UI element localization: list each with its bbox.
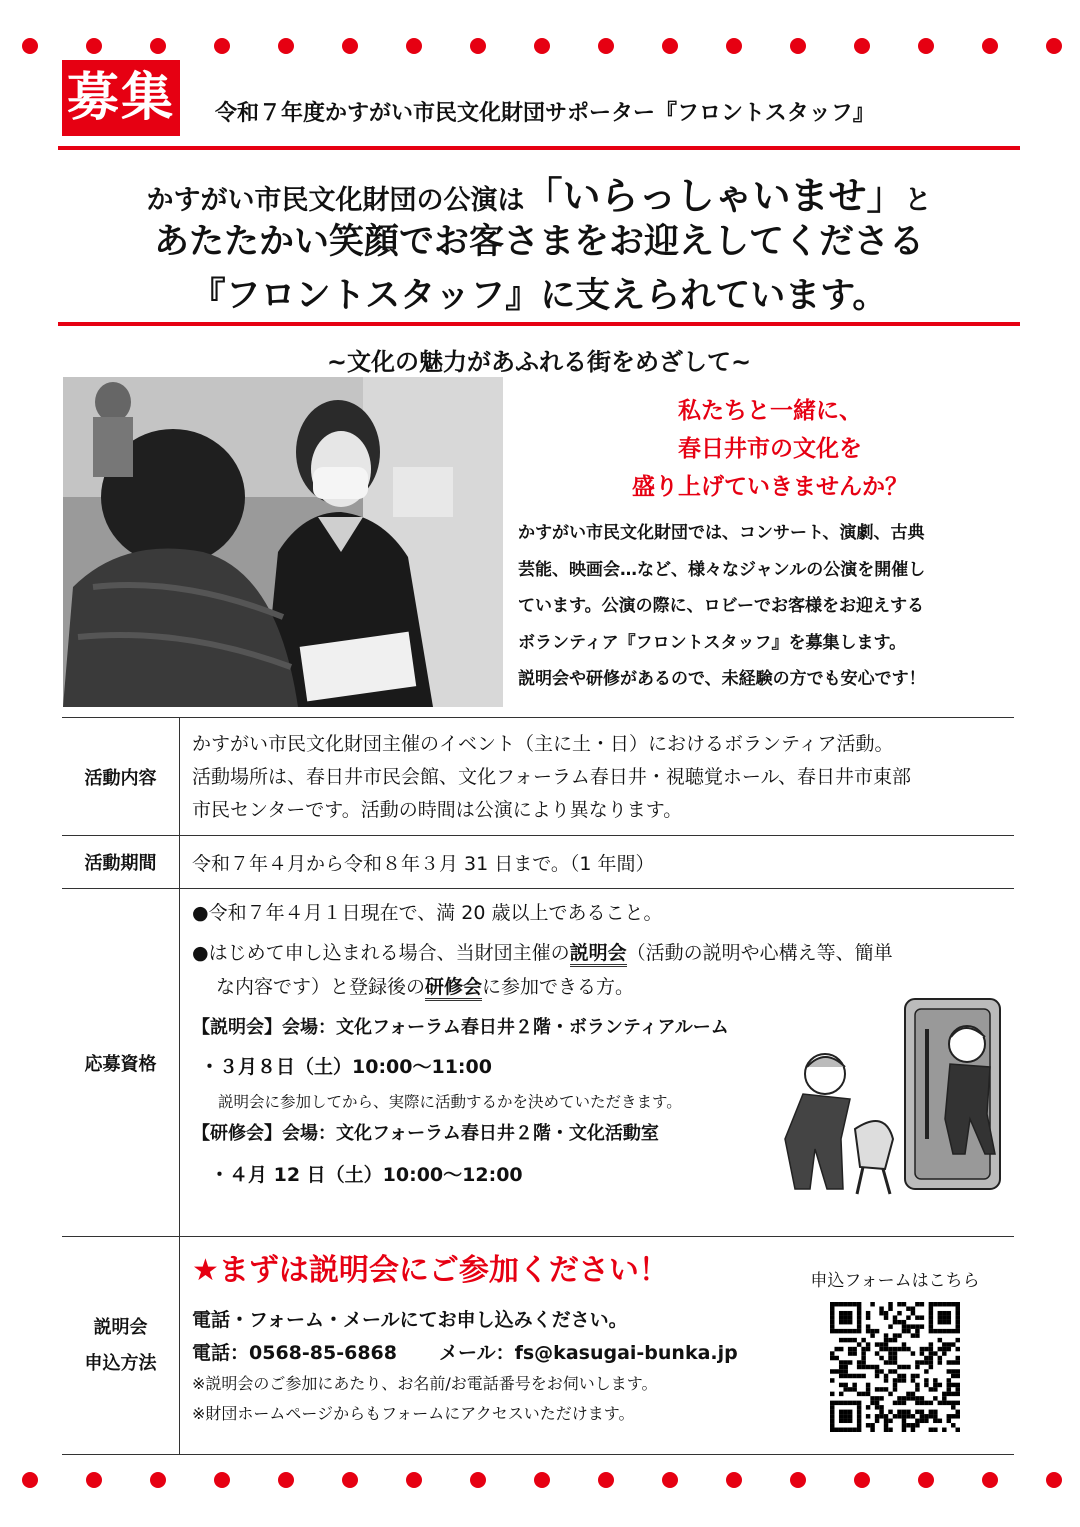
- border-dot: [150, 1472, 166, 1488]
- border-dot: [982, 38, 998, 54]
- apply-method: 電話・フォーム・メールにてお申し込みください。: [192, 1309, 628, 1331]
- intro-line: 説明会や研修があるので、未経験の方でも安心です！: [518, 669, 926, 689]
- border-dot: [86, 38, 102, 54]
- border-dot: [22, 1472, 38, 1488]
- border-dot: [854, 38, 870, 54]
- headline-line1: [58, 165, 1020, 220]
- apply-label-line: 説明会: [93, 1316, 148, 1338]
- divider-headline: [58, 322, 1020, 326]
- headline-line3: 『フロントスタッフ』に支えられています。: [190, 276, 888, 316]
- border-dot: [22, 38, 38, 54]
- invitation-line: 私たちと一緒に、: [678, 398, 862, 424]
- phone-number[interactable]: 電話：0568-85-6868: [192, 1342, 397, 1364]
- briefing-venue: 【説明会】会場：文化フォーラム春日井２階・ボランティアルーム: [192, 1017, 729, 1038]
- intro-text: [518, 515, 1008, 698]
- intro-line: 芸能、映画会…など、様々なジャンルの公演を開催し: [518, 559, 926, 580]
- qualification-value: [180, 889, 1015, 1237]
- staff-illustration: [765, 989, 1015, 1214]
- intro-line: ボランティア『フロントスタッフ』を募集します。: [518, 632, 907, 653]
- border-dot: [1046, 1472, 1062, 1488]
- headline-line1-b: 「いらっしゃいませ」: [524, 174, 905, 218]
- bottom-dot-border: [0, 1470, 1080, 1490]
- qualification-text: に参加できる方。: [482, 976, 635, 998]
- table-row-activity: [62, 718, 1014, 836]
- table-row-qualification: [62, 889, 1014, 1237]
- apply-headline: ★まずは説明会にご参加ください！: [192, 1253, 669, 1288]
- qr-section: [800, 1268, 990, 1436]
- briefing-emphasis: 説明会: [570, 942, 627, 967]
- border-dot: [406, 38, 422, 54]
- training-emphasis: 研修会: [425, 976, 482, 1001]
- apply-label: [62, 1237, 180, 1455]
- border-dot: [598, 38, 614, 54]
- border-dot: [598, 1472, 614, 1488]
- qualification-text: （活動の説明や心構え等、簡単: [626, 942, 893, 964]
- divider-top: [58, 146, 1020, 150]
- border-dot: [214, 38, 230, 54]
- email-address[interactable]: メール：fs@kasugai-bunka.jp: [438, 1342, 738, 1364]
- invitation-copy: [560, 392, 980, 506]
- border-dot: [662, 38, 678, 54]
- activity-line: 活動場所は、春日井市民会館、文化フォーラム春日井・視聴覚ホール、春日井市東部: [192, 766, 911, 788]
- tagline: ~文化の魅力があふれる街をめざして~: [326, 348, 752, 376]
- border-dot: [534, 1472, 550, 1488]
- border-dot: [790, 1472, 806, 1488]
- intro-line: ています。公演の際に、ロビーでお客様をお迎えする: [518, 596, 924, 616]
- apply-note: ※説明会のご参加にあたり、お名前/お電話番号をお伺いします。: [192, 1374, 658, 1393]
- border-dot: [278, 1472, 294, 1488]
- border-dot: [534, 38, 550, 54]
- border-dot: [918, 1472, 934, 1488]
- border-dot: [278, 38, 294, 54]
- border-dot: [1046, 38, 1062, 54]
- border-dot: [214, 1472, 230, 1488]
- border-dot: [86, 1472, 102, 1488]
- border-dot: [470, 38, 486, 54]
- recruitment-badge: 募集: [62, 60, 180, 136]
- briefing-note: 説明会に参加してから、実際に活動するかを決めていただきます。: [218, 1093, 682, 1111]
- top-dot-border: [0, 36, 1080, 56]
- invitation-line: 盛り上げていきませんか？: [632, 474, 908, 500]
- training-date: ・４月 12 日（土）10:00～12:00: [210, 1164, 523, 1186]
- activity-line: 市民センターです。活動の時間は公演により異なります。: [192, 799, 683, 821]
- headline-line1-c: と: [904, 185, 932, 216]
- border-dot: [150, 38, 166, 54]
- application-form-qr-code[interactable]: [830, 1302, 960, 1432]
- briefing-date: ・３月８日（土）10:00～11:00: [200, 1056, 492, 1078]
- qualification-text: ●はじめて申し込まれる場合、当財団主催の: [192, 942, 570, 964]
- border-dot: [982, 1472, 998, 1488]
- qr-label: 申込フォームはこちら: [810, 1271, 980, 1291]
- qualification-item-age: ●令和７年４月１日現在で、満 20 歳以上であること。: [192, 902, 663, 924]
- table-row-period: [62, 836, 1014, 889]
- staff-greeting-photo: [63, 377, 503, 707]
- border-dot: [790, 38, 806, 54]
- border-dot: [854, 1472, 870, 1488]
- border-dot: [406, 1472, 422, 1488]
- border-dot: [918, 38, 934, 54]
- period-value: 令和７年４月から令和８年３月 31 日まで。（1 年間）: [180, 836, 1015, 889]
- training-venue: 【研修会】会場：文化フォーラム春日井２階・文化活動室: [192, 1123, 659, 1144]
- invitation-line: 春日井市の文化を: [678, 436, 862, 462]
- intro-line: かすがい市民文化財団では、コンサート、演劇、古典: [518, 523, 925, 543]
- headline-line2: あたたかい笑顔でお客さまをお迎えしてくださる: [153, 222, 924, 262]
- activity-value: [180, 718, 1015, 836]
- activity-label: 活動内容: [62, 718, 180, 836]
- qualification-item-first-time: [192, 935, 1014, 971]
- qualification-label: 応募資格: [62, 889, 180, 1237]
- headline-line1-a: かすがい市民文化財団の公演は: [146, 185, 525, 216]
- period-label: 活動期間: [62, 836, 180, 889]
- border-dot: [726, 38, 742, 54]
- border-dot: [342, 1472, 358, 1488]
- activity-line: かすがい市民文化財団主催のイベント（主に土・日）におけるボランティア活動。: [192, 733, 894, 755]
- border-dot: [470, 1472, 486, 1488]
- apply-label-line: 申込方法: [84, 1352, 157, 1374]
- page-subtitle: 令和７年度かすがい市民文化財団サポーター『フロントスタッフ』: [215, 101, 875, 126]
- apply-note: ※財団ホームページからもフォームにアクセスいただけます。: [192, 1404, 635, 1423]
- border-dot: [342, 38, 358, 54]
- border-dot: [726, 1472, 742, 1488]
- qualification-text: な内容です）と登録後の: [216, 976, 426, 998]
- border-dot: [662, 1472, 678, 1488]
